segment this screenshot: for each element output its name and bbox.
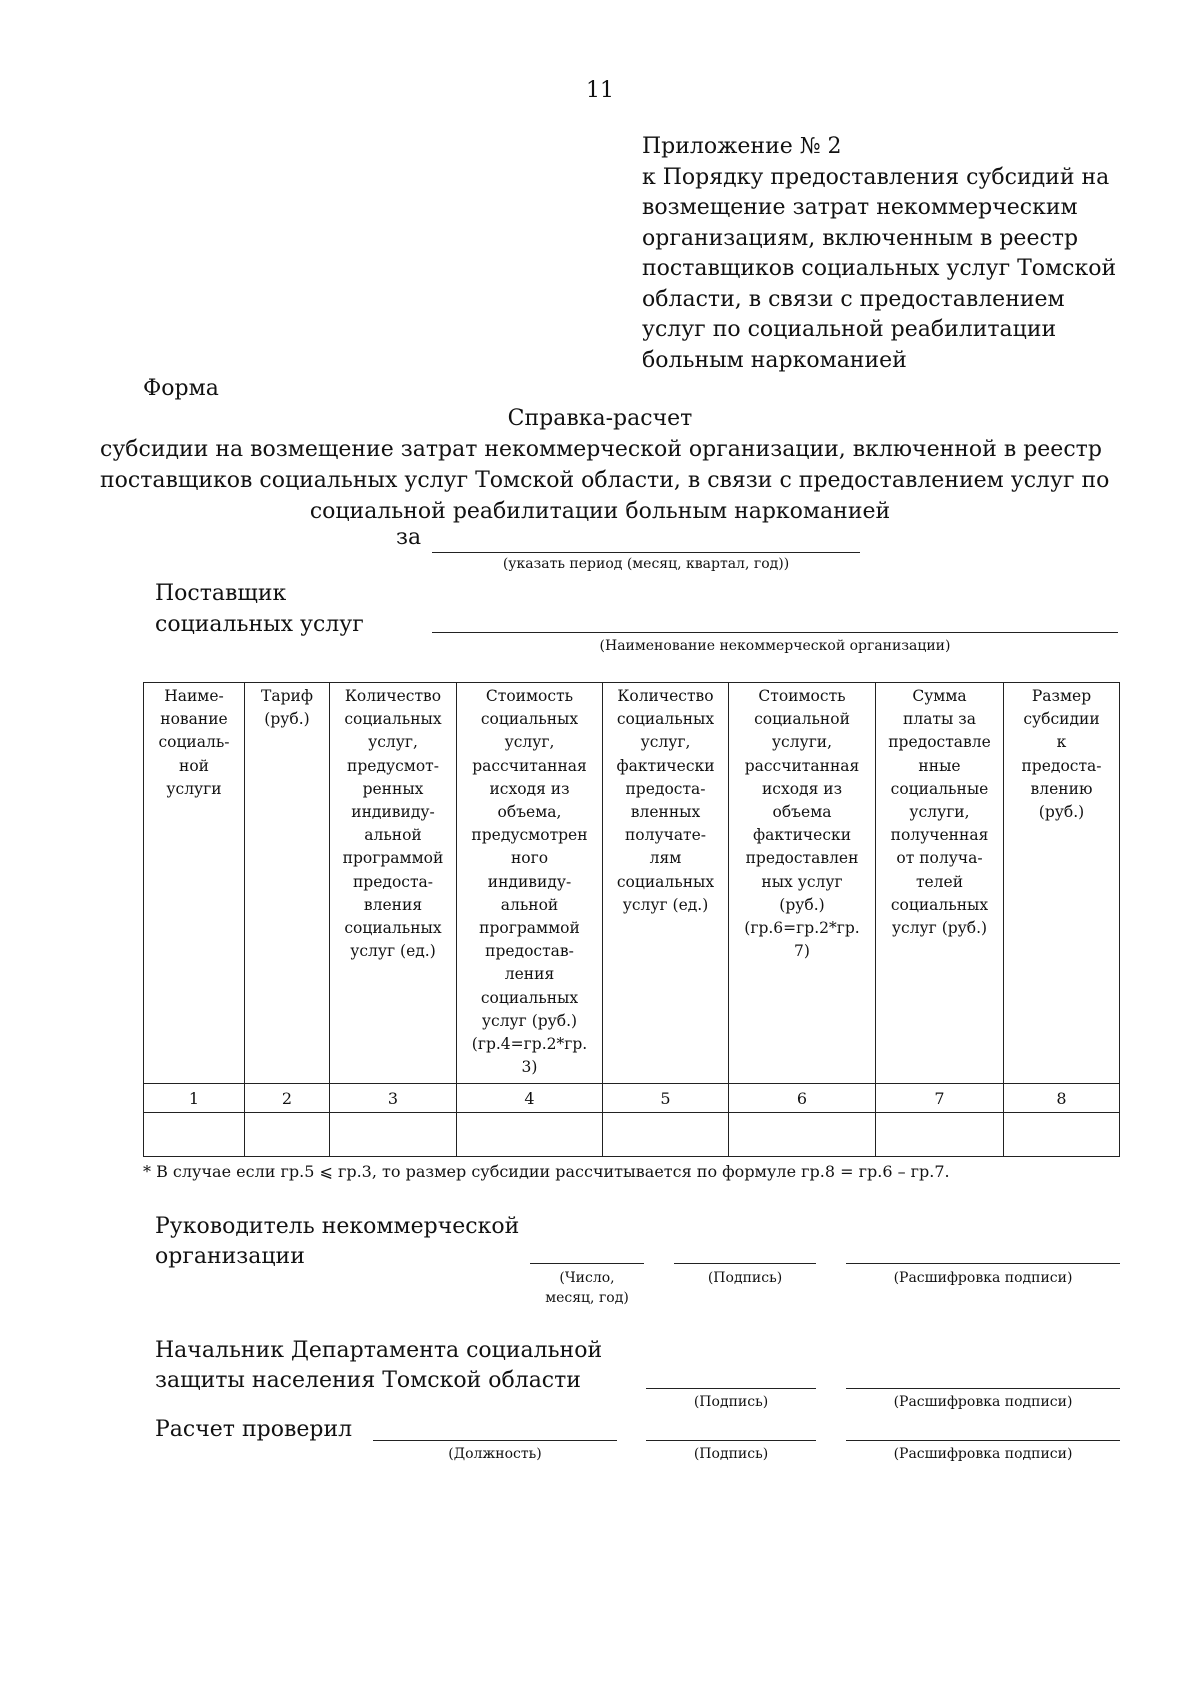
subsidy-table (143, 682, 1120, 1157)
head-date-caption (530, 1268, 644, 1308)
provider-label (155, 578, 364, 640)
period-label: за (396, 525, 422, 550)
column-number: 3 (330, 1084, 457, 1113)
appendix-line: к Порядку предоставления субсидий на (642, 164, 1110, 190)
column-number: 7 (876, 1084, 1004, 1113)
column-header-actual-quantity: Количество социальных услуг, фактически предоста- вленных получате- лям социальных услуг (ед.) (603, 683, 729, 1084)
department-signature-field[interactable] (646, 1388, 816, 1389)
checked-signature-field[interactable] (646, 1440, 816, 1441)
column-header-payment-sum: Сумма платы за предоставле нные социальные услуги, полученная от получа- телей социальных услуг (руб.) (876, 683, 1004, 1084)
head-date-field[interactable] (530, 1263, 644, 1264)
table-row (144, 1113, 1120, 1157)
provider-label-line: Поставщик (155, 581, 287, 606)
column-number: 1 (144, 1084, 245, 1113)
appendix-line: возмещение затрат некоммерческим (642, 195, 1078, 220)
appendix-line: больным наркоманией (642, 347, 907, 373)
table-cell[interactable] (729, 1113, 876, 1157)
appendix-line: поставщиков социальных услуг Томской (642, 256, 1117, 281)
department-label-line: защиты населения Томской области (155, 1368, 581, 1393)
title-line: социальной реабилитации больным наркоманией (309, 499, 891, 524)
head-signature-caption: (Подпись) (707, 1270, 783, 1286)
period-caption: (указать период (месяц, квартал, год)) (502, 556, 790, 572)
table-cell[interactable] (603, 1113, 729, 1157)
table-header-row (144, 683, 1120, 1084)
checked-transcript-caption: (Расшифровка подписи) (893, 1446, 1073, 1462)
column-number: 2 (245, 1084, 330, 1113)
department-signature-caption: (Подпись) (693, 1394, 769, 1410)
department-label-line: Начальник Департамента социальной (155, 1338, 603, 1363)
title-line: субсидии на возмещение затрат некоммерческой организации, включенной в реестр (100, 437, 1102, 462)
checked-signature-caption: (Подпись) (693, 1446, 769, 1462)
column-number-row (144, 1084, 1120, 1113)
caption-line: (Число, (559, 1270, 615, 1286)
column-number: 4 (457, 1084, 603, 1113)
period-field[interactable] (432, 552, 860, 553)
checked-position-caption: (Должность) (448, 1446, 542, 1462)
checked-transcript-field[interactable] (846, 1440, 1120, 1441)
appendix-line: организациям, включенным в реестр (642, 225, 1079, 251)
appendix-line: услуг по социальной реабилитации (642, 317, 1057, 342)
provider-name-field[interactable] (432, 632, 1118, 633)
table-cell[interactable] (330, 1113, 457, 1157)
department-head-label (155, 1336, 602, 1396)
checked-by-label: Расчет проверил (155, 1417, 353, 1442)
head-transcript-field[interactable] (846, 1263, 1120, 1264)
head-transcript-caption: (Расшифровка подписи) (893, 1270, 1073, 1286)
column-header-subsidy-amount: Размер субсидии к предоста- влению (руб.) (1004, 683, 1120, 1084)
caption-line: месяц, год) (545, 1290, 629, 1306)
head-label-line: Руководитель некоммерческой (155, 1214, 520, 1239)
provider-label-line: социальных услуг (155, 612, 364, 637)
head-label (155, 1212, 519, 1272)
title-heading: Справка-расчет (507, 406, 693, 431)
department-transcript-field[interactable] (846, 1388, 1120, 1389)
column-header-tariff: Тариф (руб.) (245, 683, 330, 1084)
head-label-line: организации (155, 1244, 305, 1269)
table-cell[interactable] (876, 1113, 1004, 1157)
department-transcript-caption: (Расшифровка подписи) (893, 1394, 1073, 1410)
title-line: поставщиков социальных услуг Томской области, в связи с предоставлением услуг по (100, 468, 1110, 493)
table-cell[interactable] (144, 1113, 245, 1157)
table-cell[interactable] (245, 1113, 330, 1157)
table-cell[interactable] (1004, 1113, 1120, 1157)
column-header-actual-cost: Стоимость социальной услуги, рассчитанная исходя из объема фактически предоставлен ных услуг (руб.) (гр.6=гр.2*гр. 7) (729, 683, 876, 1084)
provider-caption: (Наименование некоммерческой организации) (599, 638, 951, 654)
appendix-header (642, 132, 1162, 376)
column-number: 5 (603, 1084, 729, 1113)
form-label: Форма (143, 376, 219, 401)
appendix-line: Приложение № 2 (642, 134, 842, 159)
table-cell[interactable] (457, 1113, 603, 1157)
head-signature-field[interactable] (674, 1263, 816, 1264)
column-header-planned-quantity: Количество социальных услуг, предусмот- ренных индивиду- альной программой предоста- вления социальных услуг (ед.) (330, 683, 457, 1084)
page-number: 11 (586, 78, 614, 103)
document-title (100, 403, 1110, 527)
footnote: * В случае если гр.5 ⩽ гр.3, то размер субсидии рассчитывается по формуле гр.8 = гр.6 – гр.7. (143, 1162, 950, 1181)
column-number: 6 (729, 1084, 876, 1113)
column-header-service-name: Наиме- нование социаль- ной услуги (144, 683, 245, 1084)
column-header-planned-cost: Стоимость социальных услуг, рассчитанная исходя из объема, предусмотрен ного индивиду- альной программой предостав- ления социальных услуг (руб.) (гр.4=гр.2*гр. 3) (457, 683, 603, 1084)
checked-position-field[interactable] (373, 1440, 617, 1441)
column-number: 8 (1004, 1084, 1120, 1113)
appendix-line: области, в связи с предоставлением (642, 286, 1065, 312)
